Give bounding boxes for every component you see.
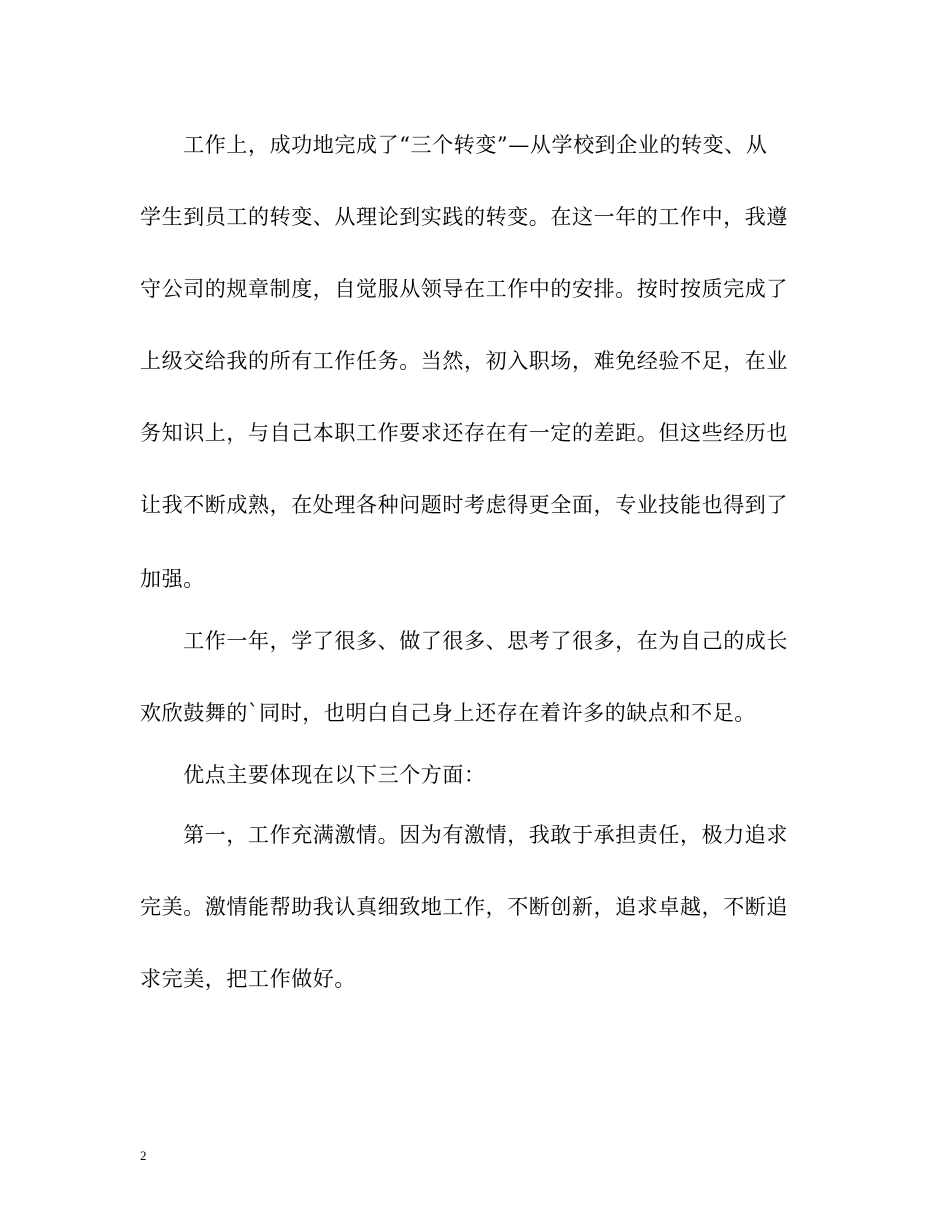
text-line: 加强。 [140, 567, 205, 591]
text-line: 务知识上，与自己本职工作要求还存在有一定的差距。但这些经历也 [140, 421, 788, 445]
text-line: 第一，工作充满激情。因为有激情，我敢于承担责任，极力追求 [140, 823, 788, 847]
text-line: 欢欣鼓舞的`同时，也明白自己身上还存在着许多的缺点和不足。 [140, 701, 756, 725]
text-line: 工作一年，学了很多、做了很多、思考了很多，在为自己的成长 [140, 629, 788, 653]
text-line: 完美。激情能帮助我认真细致地工作，不断创新，追求卓越，不断追 [140, 895, 788, 919]
text-line: 工作上，成功地完成了“三个转变”—从学校到企业的转变、从 [140, 133, 768, 157]
text-line: 让我不断成熟，在处理各种问题时考虑得更全面，专业技能也得到了 [140, 493, 788, 517]
text-line: 求完美，把工作做好。 [140, 967, 356, 991]
text-line: 上级交给我的所有工作任务。当然，初入职场，难免经验不足，在业 [140, 349, 788, 373]
text-line: 优点主要体现在以下三个方面： [140, 763, 486, 787]
page-number: 2 [140, 1148, 147, 1163]
text-line: 学生到员工的转变、从理论到实践的转变。在这一年的工作中，我遵 [140, 205, 788, 229]
text-line: 守公司的规章制度，自觉服从领导在工作中的安排。按时按质完成了 [140, 277, 788, 301]
